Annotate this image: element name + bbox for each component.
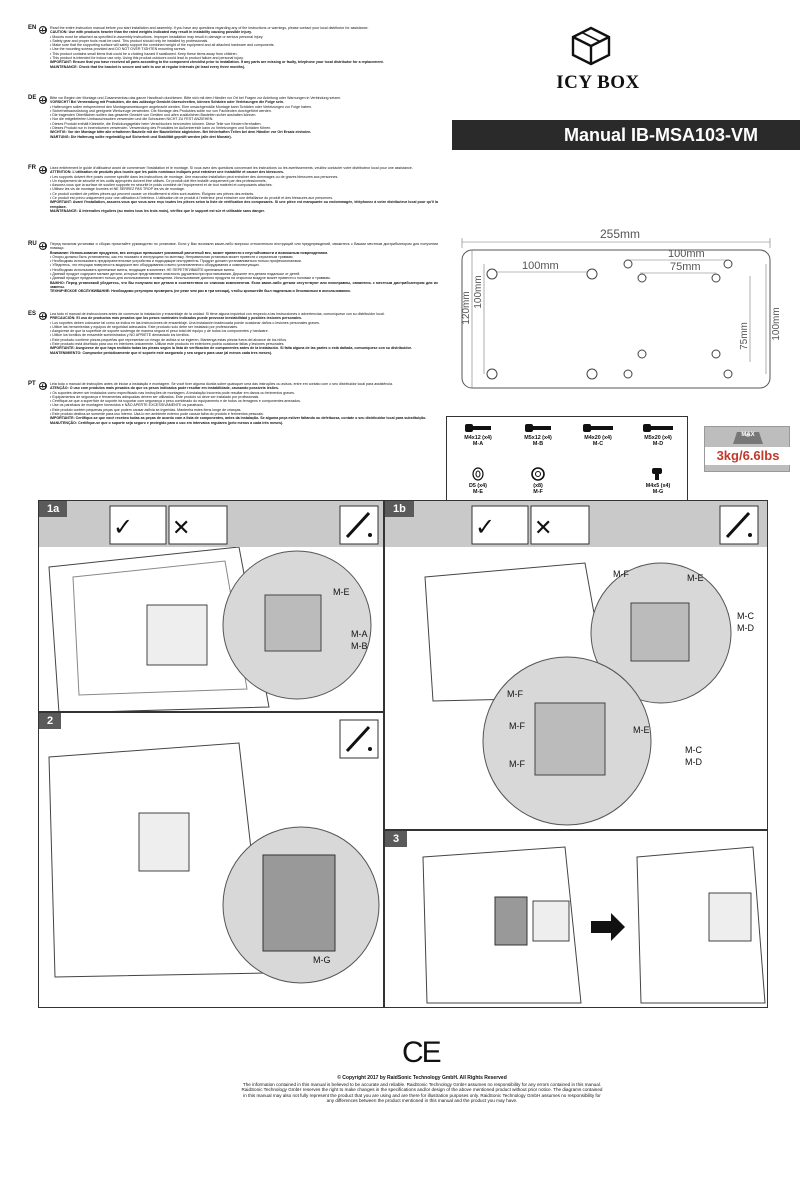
important-text: IMPORTANT: Ensure that you have received all parts according to the component checklist prior to installation. If any parts are missing or faulty, telephone your local distributor for a replacement. [50,60,384,65]
part-id: M-A [472,441,484,447]
short-screw-icon [650,467,666,481]
bullet: • Utilice las herramientas y equipos de seguridad adecuados. Este producto solo debe ser instalado por profesionales. [50,324,239,329]
bullet: • This product is intended for indoor use only. Using this product outdoors could lead to product failure and personal injury. [50,56,244,61]
mount-illustration [39,733,384,1008]
cube-logo-icon [570,26,612,66]
screw-icon [463,423,493,433]
step-1b-panel [384,500,768,830]
instructions-ru [28,242,438,308]
bullet: • Mounts must be attached as specified in assembly instructions. Improper installation may result in damage or serious personal injury. [50,34,264,39]
bullet: • Este produto destina-se somente para uso interno. Usá-lo em ambiente externo pode causar falha do produto e ferimentos pessoais. [50,412,264,417]
maintenance-text: MANTENIMIENTO: Compruebe periódicamente que el soporte esté asegurado y sea seguro para usar (al menos cada tres meses). [50,350,273,355]
part-id: M-B [532,441,544,447]
dim-top-right-outer: 100mm [668,248,705,260]
bullet: • Os suportes devem ser instalados como especificado nas instruções de montagem. A instalação incorreta pode resultar em danos ou ferimentos graves. [50,390,295,395]
part-size: M4x5 (x4) [645,483,671,489]
part-size: M4x12 (x4) [464,435,492,441]
intro-text: Read the entire instruction manual before you start installation and assembly. If you have any questions regarding any of the instructions or warnings, please contact your local distributor for assistance. [50,26,369,30]
bullet: • Make sure that the supporting surface will safely support the combined weight of the equipment and all attached hardware and components. [50,43,275,48]
allowed-parts-icon [109,505,229,545]
part-tag: M-E [333,587,350,597]
bullet: • Die tragenden Oberflächen sollten das gesamte Gewicht von Geräten und allen zusätzlichen Bauteilen sicher aushalten können. [50,113,257,118]
footer [240,1076,604,1104]
instructions-en [28,26,438,92]
globe-icon [39,96,47,104]
part-item [453,423,503,447]
dim-right-outer: 100mm [771,307,782,341]
max-label: MAX [741,432,755,438]
part-id: M-E [473,489,483,495]
bullet: • Dieses Produkt nur in Innenräumen verwenden. Verwendung des Produktes im Außenbereich kann zu Verletzungen und Schäden führen. [50,126,272,131]
washer-icon [471,467,485,481]
lang-code: ES [28,311,37,317]
part-id: M-G [652,489,664,495]
maintenance-text: MAINTENANCE: À intervalles réguliers (au moins tous les trois mois), vérifiez que le support est sûr et utilisable sans danger. [50,208,265,213]
copyright-text: © Copyright 2017 by RaidSonic Technology GmbH. All Rights Reserved [337,1075,507,1081]
bullet: • Use the mounting screws provided and DO NOT OVER TIGHTEN mounting screws. [50,47,187,52]
part-tag: M-C [737,611,754,621]
allowed-parts-icon [471,505,591,545]
part-size: M5x12 (x4) [524,435,552,441]
caution-text: PRECAUCIÓN: El uso de productos más pesados que los pesos nominales indicados puede provocar inestabilidad y posibles lesiones personales. [50,316,303,321]
bullet: • Un équipement de sécurité et les outils appropriés doivent être utilisés. Ce produit doit être installé uniquement par des professionnels. [50,178,267,183]
step-2-panel [38,712,384,1008]
part-tag: M-D [685,757,702,767]
manual-title: Manual IB-MSA103-VM [452,120,800,150]
part-item [573,423,623,447]
intro-text: Lea todo el manual de instrucciones antes de comenzar la instalación y ensamblaje de la unidad. Si tiene alguna inquietud con respecto a las instrucciones o advertencias, comuníquese con su distribuidor local. [50,312,385,316]
part-tag: M-B [351,641,368,651]
important-text: WICHTIG: Vor der Montage bitte alle erhaltenen Bauteile mit der Bauteileliste abgleichen. Bei fehlerhaften Teilen bei dem Händler vor Ort Ersatz einholen. [50,130,312,135]
part-item [633,423,683,447]
bullet: • Dieses Produkt enthält Kleinteile, die Erstickungsgefahr beim Verschlucken hervorrufen können. Diese Teile von Kindern fernhalten. [50,121,262,126]
bullet: • Assurez-vous que la surface de soutien supporte en sécurité le poids combiné de l'équipement et de tout matériel et composants attachés. [50,183,273,188]
maintenance-text: ТЕХНИЧЕСКОЕ ОБСЛУЖИВАНИЕ: Необходимо регулярно проверять (не реже чем раз в три месяца), чтобы кронштейн был надежным и безопасным в использовании. [50,289,351,294]
screwdriver-icon [339,505,379,545]
mount-illustration [39,547,384,712]
screw-icon [523,423,553,433]
parts-list [446,416,688,512]
important-text: ВАЖНО: Перед установкой убедитесь, что Вы получили все детали в соответствии со списком компонентов. Если какие-либо детали отсутствуют или неисправны, свяжитесь с местным дистрибьютором для их замены. [50,280,438,289]
caution-text: VORSICHT! Bei Verwendung mit Produkten, die das zulässige Gewicht überschreiten, können Schäden oder Verletzungen die Folge sein. [50,100,285,105]
part-tag: M-E [687,573,704,583]
globe-icon [39,312,47,320]
bullet: • Equipamentos de segurança e ferramentas adequadas devem ser utilizados. Este produto só deve ser instalado por profissionais. [50,394,260,399]
lang-code: PT [28,381,36,387]
globe-icon [39,382,47,390]
dim-total: 255mm [600,227,641,241]
svg-text:✕: ✕ [534,516,553,541]
screw-icon [581,423,615,433]
bullet: • Safety gear and proper tools must be used. This product should only be installed by professionals. [50,38,209,43]
lang-code: EN [28,25,37,31]
brand-name: ICY BOX [556,72,640,93]
part-size: D5 (x4) [469,483,487,489]
part-size: M4x20 (x4) [584,435,612,441]
part-size: (x8) [533,483,543,489]
bullet: • Ce produit est prévu uniquement pour une utilisation à l'intérieur. L'utilisation de ce produit à l'extérieur peut entraîner une défaillance du produit et des blessures aux personnes. [50,196,334,201]
bullet: • Необходимо использовать предохранительные устройства и подходящие инструменты. Продукт должен устанавливаться только профессионалами. [50,259,302,264]
step-3-panel [384,830,768,1008]
intro-text: Bitte vor Beginn der Montage und Zusammenbau das ganze Handbuch durchlesen. Bitte sich mit dem Händler vor Ort bei Fragen zur Anleitung oder Warnungen in Verbindung setzen. [50,96,342,100]
bullet: • Los soportes deben colocarse tal como se indica en las instrucciones de ensamblaje. Una instalación inadecuada puede ocasionar daños o lesiones personales graves. [50,320,320,325]
bullet: • Halterungen sollen entsprechend den Montageanweisungen angebracht werden. Eine unsachgemäße Montage kann Schäden oder Verletzungen zur Folge haben. [50,104,312,109]
step-label: 3 [385,831,407,847]
intro-text: Перед началом установки и сборки прочитайте руководство по установке. Если у Вас возникли какие-либо вопросы относительно инструкций или предупреждений, свяжитесь с Вашим местным дистрибьютором для получения помощи. [50,242,438,251]
bullet: • Asegúrese de que la superficie de soporte sostenga de manera segura el peso total del equipo y de todos los componentes y hardware. [50,329,269,334]
bullet: • Este producto contiene piezas pequeñas que representan un riesgo de asfixia si se ingieren. Mantenga estas piezas fuera del alcance de los niños. [50,337,287,342]
lang-code: RU [28,241,37,247]
instructions-fr [28,166,438,238]
bullet: • Este produto contém pequenas peças que podem causar asfixia se ingeridas. Mantenha estes itens longe de crianças. [50,407,242,412]
spacer-icon [531,467,545,481]
step-label: 2 [39,713,61,729]
part-item [513,467,563,495]
bullet: • Certifique-se que a superfície de suporte irá suportar com segurança o peso combinado do equipamento e de todos os ferragens e componentes anexados. [50,399,301,404]
part-tag: M-F [613,569,629,579]
step-1a-panel [38,500,384,712]
part-item [633,467,683,495]
mount-illustration [385,547,768,830]
instructions-de [28,96,438,160]
intro-text: Leia todo o manual de instruções antes de iniciar a instalação e montagem. Se você tiver alguma dúvida sobre quaisquer uma das instruções ou avisos, entre em contato com o seu distribuidor local para assistência. [50,382,393,386]
bullet: • Опоры должны быть установлены, как это показано в инструкциях по монтажу. Неправильная установка может привести к серьезным травмам. [50,254,294,259]
part-tag: M-E [633,725,650,735]
part-id: M-C [592,441,604,447]
part-tag: M-F [507,689,523,699]
bullet: • Les supports doivent être posés comme spécifié dans les instructions de montage. Une mauvaise installation peut entraîner des dommages ou de graves blessures aux personnes. [50,174,339,179]
maintenance-text: WARTUNG: Die Halterung sollte regelmäßig auf Sicherheit und Stabilität geprüft werden (alle drei Monate). [50,134,232,139]
vesa-dimension-drawing [450,168,800,408]
important-text: IMPORTANTE: Asegúrese de que haya recibido todas las piezas según la lista de verificación de componentes antes de la instalación. Si falta alguna de las partes o está dañada, comuníquese con su distribuidor. [50,346,412,351]
part-size: M5x20 (x4) [644,435,672,441]
globe-icon [39,166,47,174]
bullet: • Nur die mitgelieferten Umbauschrauben verwenden und die Schrauben NICHT ZU FEST ANZIEHEN. [50,117,214,122]
caution-text: ATTENTION: L'utilisation de produits plus lourds que les poids nominaux indiqués peut entraîner une instabilité et causer des blessures. [50,170,285,175]
part-item [513,423,563,447]
mount-illustration [385,841,768,1008]
caution-text: ATENÇÃO: O uso com produtos mais pesados do que os pesos indicados pode resultar em instabilidade, causando possíveis lesões. [50,386,279,391]
bullet: • Необходимо использовать крепежные винты, входящие в комплект. НЕ ПЕРЕТЯГИВАЙТЕ крепежные винты. [50,267,236,272]
part-tag: M-F [509,721,525,731]
bullet: • Utilice los tornillos de ensamble suministrados y NO APRIETE demasiado los tornillos. [50,333,190,338]
important-text: IMPORTANTE: Certifique-se que você recebeu todas as peças de acordo com a lista de componentes, antes da instalação. Se alguma peça estiver faltando ou defeituosa, contate o seu distribuidor local para substituição. [50,416,427,421]
instructions-pt [28,382,438,452]
dim-left-inner: 100mm [473,275,484,309]
screwdriver-icon [719,505,759,545]
max-value: 3kg/6.6lbs [705,447,791,465]
step-label: 1b [385,501,414,517]
part-tag: M-G [313,955,331,965]
max-load-badge [704,426,790,472]
globe-icon [39,242,47,250]
screw-icon [641,423,675,433]
part-tag: M-D [737,623,754,633]
svg-text:✓: ✓ [113,513,134,541]
dim-top-left: 100mm [522,260,559,272]
ce-mark: CE [402,1036,440,1069]
part-tag: M-F [509,759,525,769]
maintenance-text: MANUTENÇÃO: Certifique-se que o suporte seja seguro e protegido para o uso em intervalos regulares (pelo menos a cada três meses). [50,420,284,425]
caution-text: CAUTION: Use with products heavier than the rated weights indicated may result in instability causing possible injury. [50,30,252,35]
part-id: M-D [652,441,664,447]
bullet: • Sicherheitsausrüstung und geeignete Werkzeuge verwenden. Die Montage des Produktes sollte nur von Fachleuten durchgeführt werden. [50,108,272,113]
intro-text: Lisez entièrement le guide d'utilisateur avant de commencer l'installation et le montage. Si vous avez des questions concernant les instructions ou les avertissements, veuillez contacter votre distributeur local pour une assistance. [50,166,413,170]
svg-text:✓: ✓ [475,513,496,541]
bullet: • Ce produit contient de petites pièces qui peuvent causer un étouffement si elles sont avalées. Éloignez ces pièces des enfants. [50,191,255,196]
important-text: IMPORTANT: Avant l'installation, assurez-vous que vous avez reçu toutes les pièces selon la liste de vérification des composants. Si une pièce est manquante ou endommagée, téléphonez à votre distributeur local pour qu'il la remplace. [50,200,438,209]
bullet: • Данный продукт предназначен только для использования в помещении. Использование данного продукта на открытом воздухе может привести к поломке и травмам. [50,276,331,281]
caution-text: Внимание: Использование продуктов, вес которых превышает указанный расчетный вес, может привести к неустойчивости и возможным повреждениям. [50,250,329,255]
bullet: • Данный продукт содержит мелкие детали, которые представляют опасность удушения при проглатывании. Держите эти детали подальше от детей. [50,272,301,277]
disclaimer-text: The information contained in this manual is believed to be accurate and reliable. RaidSonic Technology GmbH assumes no responsibility for any errors contained in this manual. RaidSonic Technology GmbH reserves the right to make changes in the specifications and/or design of the above mentioned product without prior notice. The diagrams contained in this manual may also not fully represent the product that you are using and are there for illustration purposes only. RaidSonic Technology GmbH assumes no responsibility for any differences between the product mentioned in this manual and the product you may have. [241,1081,603,1104]
svg-text:✕: ✕ [172,516,191,541]
lang-code: DE [28,95,37,101]
maintenance-text: MAINTENANCE: Check that the bracket is secure and safe to use at regular intervals (at least every three months). [50,64,246,69]
bullet: • This product contains small items that could be a choking hazard if swallowed. Keep these items away from children. [50,51,238,56]
lang-code: FR [28,165,36,171]
bullet: • Este producto está diseñado para uso en interiores únicamente. Utilizar este producto en exteriores podría ocasionar fallas y lesiones personales. [50,342,285,347]
bullet: • Utilisez les vis de montage fournies et NE SERREZ PAS TROP les vis de montage. [50,187,185,192]
part-item [453,467,503,495]
dim-right-inner: 75mm [739,322,750,350]
step-label: 1a [39,501,67,517]
instructions-es [28,312,438,378]
bullet: • Use os parafusos de montagem fornecidos e NÃO APERTE EXCESSIVAMENTE os parafusos. [50,403,204,408]
dim-top-right-inner: 75mm [670,261,701,273]
part-tag: M-A [351,629,368,639]
part-id: M-F [533,489,543,495]
globe-icon [39,26,47,34]
part-tag: M-C [685,745,702,755]
bullet: • Убедитесь, что несущая поверхность выдержит вес оборудования и всего установленного оборудования и комплектующих. [50,263,260,268]
dim-left-outer: 120mm [461,291,472,325]
